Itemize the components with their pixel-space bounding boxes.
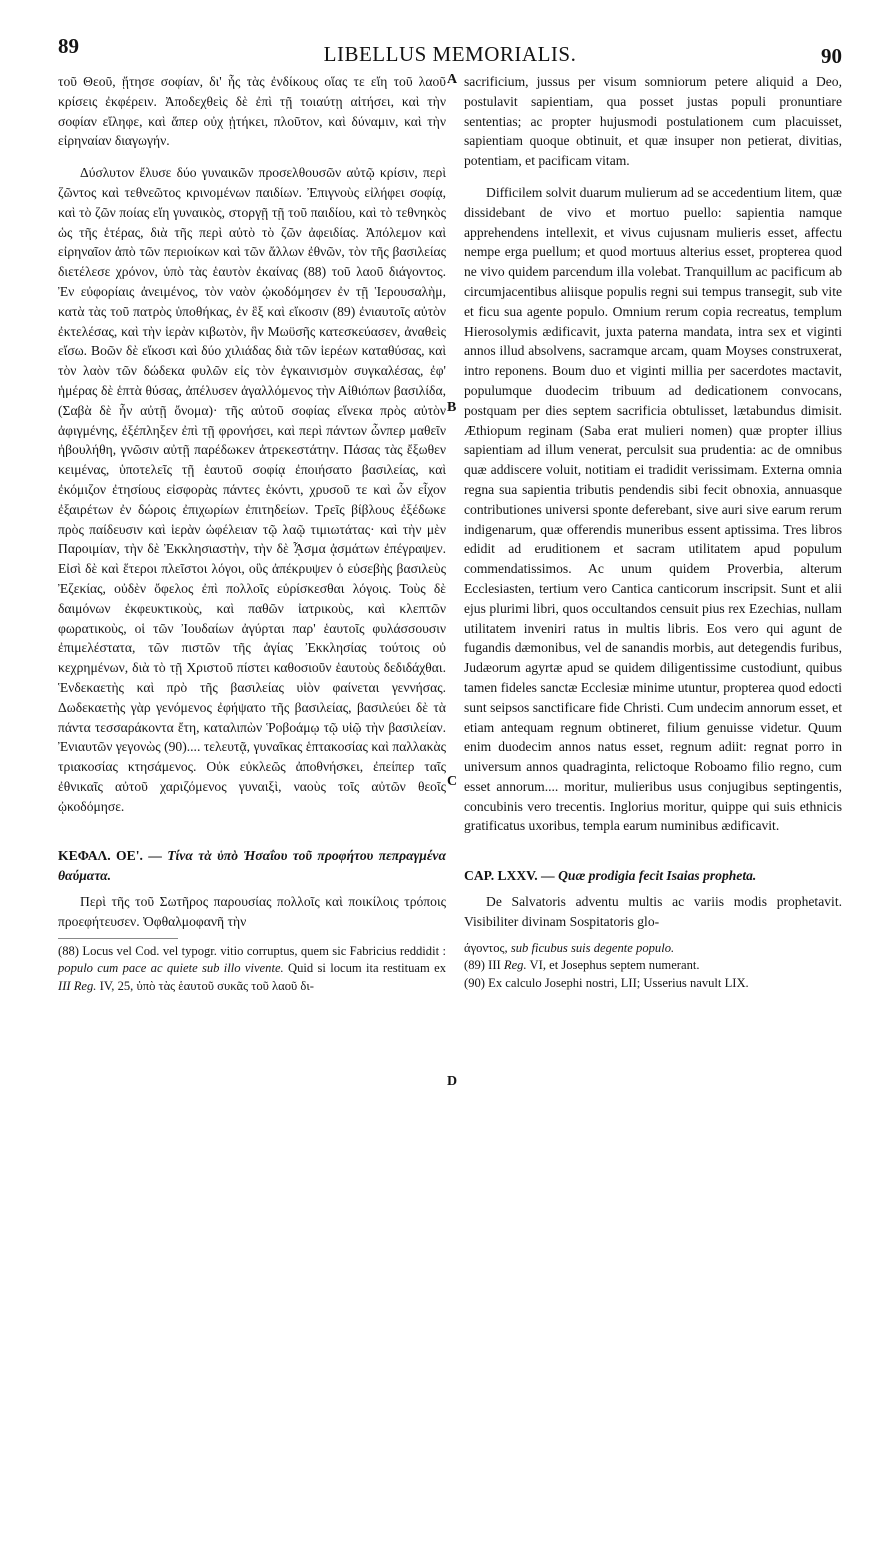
latin-chapter-number: CAP. LXXV. — — [464, 868, 555, 884]
latin-column — [464, 72, 842, 992]
latin-paragraph-1: sacrificium, jussus per visum somniorum petere aliquid a Deo, postulavit sapientiam, qua posset justas populi pronuntiare sententias; ac propter hujusmodi postulationem cum placuisset, sapientiam quoque obtinuit, et quæ insuper non petierat, divitias, potentiam, et pacificam vitam. — [464, 74, 842, 169]
footnote-continuation-greek: άγοντος, — [464, 940, 508, 955]
footnote-88-ref: III Reg. — [58, 978, 97, 993]
latin-paragraph-2: Difficilem solvit duarum mulierum ad se accedentium litem, quæ dissidebant de vivo et mortuo puello: sapientia namque apprehendens intellexit, et vivus cujusnam mulieris esset, affectu nempe erga puellum; et quod mortuus alterius esset, propterea quod ne vivo quidem parcendum illa volebat. Tranquillum ac pacificum ab circumjacentibus aliisque populis regni sui tempus transegit, sub vite et ficu sua agente populo. Omnium rerum copia recreatus, templum Hierosolymis ædificavit, juxta paterna mandata, intra sex et viginti annos illud absolvens, sacramque arcam, quam Moyses construxerat, intro reponens. Boum duo et viginti millia per sacerdotes mactavit, populumque duodecim tribuum ad dedicationem convocans, postquam per dies septem sacrificia obtulisset, lætabundus dimisit. Æthiopum reginam (Saba erat mulieri nomen) quæ propter illius sapientiam ad illum venerat, perculsit sua prudentia: ac de omnibus quæ addiscere voluit, notitiam ei tradidit verissimam. Externa omnia regna sua sapientia tributis pendendis sibi fecit obnoxia, annuasque contributiones universi sponte deferebant, sive auri sive earum rerum indigenarum, quæ offerendis muneribus essent aptissima. Tres libros edidit ad eruditionem et sacram utilitatem apud populum commendatissimos. Ac unum quidem Proverbia, alterum Ecclesiasten, tertium vero Cantica canticorum inscripsit. Sunt et alii ejus plurimi libri, quos occultandos censuit pius rex Ezechias, nullam utilitatem inveniri ratus in multis libris. Eos vero qui agunt de fugandis dæmonibus, vel de sanandis morbis, aut detegendis furibus, Judæorum agyrtæ apud se quidem diligentissime custodiunt, quibus tamen fideles sanctæ Ecclesiæ minime utuntur, propterea quod edocti sunt seipsos sanctificare fide Christi. Cum undecim annorum esset, et etiam antequam regnum obtineret, filium genuisse videtur. Quum enim duodecim annos natus esset, regnum adiit: regnat porro in universum annos quadraginta, relictoque Roboamo filio regno, cum esset annorum.... moritur, mulieribus usus conjugibus septingentis, concubinis vero trecentis. Inglorius moritur, quippe qui suis ethnicis gratificatus uxoribus, templa earum numinibus ædificavit. — [464, 184, 842, 834]
footnote-89 — [464, 957, 842, 975]
greek-chapter-heading — [58, 846, 446, 886]
section-marker-a: A — [447, 72, 458, 87]
footnote-90: (90) Ex calculo Josephi nostri, LII; Usserius navult LIX. — [464, 975, 749, 990]
footnote-88 — [58, 943, 446, 996]
section-marker-d: D — [447, 1074, 458, 1089]
running-title: LIBELLUS MEMORIALIS. — [323, 42, 577, 66]
footnote-88-text-3: IV, 25, ὑπὸ τὰς ἑαυτοῦ συκᾶς τοῦ λαοῦ δι- — [99, 978, 314, 993]
footnote-88-text: (88) Locus vel Cod. vel typogr. vitio corruptus, quem sic Fabricius reddidit : — [58, 943, 446, 958]
section-marker-b: B — [447, 400, 457, 415]
greek-chapter-title: Τίνα τὰ ὑπὸ Ἡσαΐου τοῦ προφήτου πεπραγμένα θαύματα. — [58, 848, 446, 884]
greek-paragraph-2: Δύσλυτον ἔλυσε δύο γυναικῶν προσελθουσῶν αὐτῷ κρίσιν, περὶ ζῶντος καὶ τεθνεῶτος κρινομένων παιδίων. Ἐπιγνοὺς εἰλήφει σοφίᾳ, καὶ τὸ ζῶν ποίας εἴη γυναικὸς, στοργῇ τῇ τοῦ παιδίου, καὶ τὸ τεθνηκὸς ὡς τῆς ἑτέρας, διὰ τῆς περὶ αὐτὸ τὸ ζῶν ἀφειδίας. Ἀπόλεμον καὶ εἰρηναῖον ἀπὸ τῶν περιοίκων καὶ τῶν ἄλλων ἐθνῶν, τὸν τῆς βασιλείας διετέλεσε χρόνον, ὑπὸ τὰς ἑαυτὸν ἐκαίνας (88) τοῦ λαοῦ διάγοντος. Ἐν εὐφορίαις ἀνειμένος, τὸν ναὸν ᾠκοδόμησεν ἐν τῇ Ἱερουσαλὴμ, κατὰ τὰς τοῦ πατρὸς ὑποθήκας, ἐν ἓξ καὶ εἴκοσιν (89) ἐνιαυτοῖς αὐτὸν ἐκτελέσας, καὶ τὴν ἱερὰν κιβωτὸν, ἣν Μωϋσῆς κατεσκεύασεν, ἀναθεὶς εἴσω. Βοῶν δὲ εἴκοσι καὶ δύο χιλιάδας διὰ τῶν ἱερέων καταθύσας, καὶ τὸν λαὸν τῶν δώδεκα φυλῶν εἰς τὸν ἐγκαινισμὸν συγκαλέσας, ἐφ' ἡμέρας δὲ ἑπτὰ θύσας, ἀπέλυσεν ἀγαλλόμενος τὴν Αἰθιόπων βασιλίδα, (Σαβὰ δὲ ἦν αὐτῇ ὄνομα)· τῆς αὐτοῦ σοφίας εἵνεκα πρὸς αὐτὸν ἀφιγμένης, ἐξέπληξεν ἐπὶ τῇ φρονήσει, καὶ περὶ πάντων ὧνπερ μαθεῖν ἠβουλήθη, γνῶσιν αὐτῇ παρέδωκεν ἀτρεκεστάτην. Πάσας τὰς ἔξωθεν κειμένας, ὑποτελεῖς τῇ ἑαυτοῦ σοφίᾳ ἐποιήσατο βασιλείας, καὶ ἐκόμιζον ἐτησίους εἰσφορὰς πάντες ἑκόντι, χρυσοῦ τε καὶ ὧν εἶχον ἐξαιρέτων ἐν δώροις ἐπιχωρίων ἐπιτηδείων. Τρεῖς βίβλους ἐξέδωκε πρὸς παίδευσιν καὶ ἱερὰν ὠφέλειαν τῷ λαῷ τιμιωτάτας· καὶ τὴν μὲν Παροιμίαν, τὴν δὲ Ἐκκλησιαστὴν, τὴν δὲ ᾎσμα ᾀσμάτων ἐπέγραψεν. Εἰσὶ δὲ καὶ ἕτεροι πλεῖστοι λόγοι, οὓς ἀπέκρυψεν ὁ εὐσεβὴς βασιλεὺς Ἐζεκίας, οὐδὲν ὄφελος ἐπὶ πολλοῖς εὑρίσκεσθαι λόγοις. Τοὺς δὲ δαιμόνων ἐκφευκτικοὺς, καὶ παθῶν ἰατρικοὺς, καὶ κλεπτῶν φωρατικοὺς, οἱ τῶν Ἰουδαίων ἀγύρται παρ' ἑαυτοῖς φυλάσσουσιν ἐπιμελέστατα, τῶν πιστῶν τῆς ἁγίας Ἐκκλησίας τούτοις οὐ κεχρημένων, διὰ τὸ τῇ Χριστοῦ πίστει καθοσιοῦν ἑαυτοὺς δεδιδάχθαι. Ἑνδεκαετὴς καὶ πρὸ τῆς βασιλείας υἱὸν φαίνεται γεννήσας. Δωδεκαετὴς γὰρ γενόμενος ἐφήψατο τῆς βασιλείας, βασιλεύει δὲ τὰ πάντα τεσσαράκοντα ἔτη, καταλιπὼν Ῥοβοάμῳ τῷ υἱῷ τὴν βασιλείαν. Ἐνιαυτῶν γεγονὼς (90).... τελευτᾷ, γυναῖκας ἑπτακοσίας καὶ παλλακὰς τριακοσίας κτησάμενος. Οὐκ εὐκλεῶς ἀποθνήσκει, ἐπείπερ ταῖς ἐθνικαῖς αὐτοῦ χαριζόμενος γυναιξὶ, ναοὺς τοῖς αὐτῶν θεοῖς ᾠκοδόμησε. — [58, 165, 446, 814]
footnote-88-text-2: Quid si locum ita restituam ex — [288, 961, 446, 976]
latin-chapter-heading — [464, 866, 842, 886]
footnote-89-text: (89) III — [464, 958, 501, 973]
greek-paragraph-3: Περὶ τῆς τοῦ Σωτῆρος παρουσίας πολλοῖς καὶ ποικίλοις τρόποις προεφήτευσεν. Ὀφθαλμοφανῆ τὴν — [58, 894, 446, 929]
greek-column — [58, 72, 446, 995]
section-marker-c: C — [447, 774, 458, 789]
page-header — [58, 34, 842, 74]
footnote-rule — [58, 938, 178, 939]
page-number-left: 89 — [58, 34, 79, 58]
latin-chapter-title: Quæ prodigia fecit Isaias propheta. — [558, 868, 757, 884]
greek-chapter-number: ΚΕΦΑΛ. ΟΕ'. — — [58, 848, 162, 864]
footnote-88-continuation — [464, 940, 842, 958]
page-number-right: 90 — [821, 44, 842, 68]
footnote-89-text-2: VI, et Josephus septem numerant. — [529, 958, 700, 973]
greek-paragraph-1: τοῦ Θεοῦ, ᾔτησε σοφίαν, δι' ἧς τὰς ἐνδίκους οἵας τε εἴη τοῦ λαοῦ κρίσεις ἐκφέρειν. Ἀποδεχθεὶς δὲ ἐπὶ τῇ τοιαύτῃ αἰτήσει, καὶ τὴν σοφίαν εἴληφε, καὶ ἅπερ οὐχ ᾐτήκει, πλοῦτον, καὶ δύναμιν, καὶ τὴν εἰρηναίαν διαγωγήν. — [58, 74, 446, 149]
latin-paragraph-3: De Salvatoris adventu multis ac variis modis prophetavit. Visibiliter divinam Sospitatoris glo- — [464, 894, 842, 929]
footnote-89-ref: Reg. — [503, 958, 527, 973]
footnote-continuation-italic: sub ficubus suis degente populo. — [510, 940, 675, 955]
footnote-88-italic: populo cum pace ac quiete sub illo vivente. — [58, 961, 284, 976]
